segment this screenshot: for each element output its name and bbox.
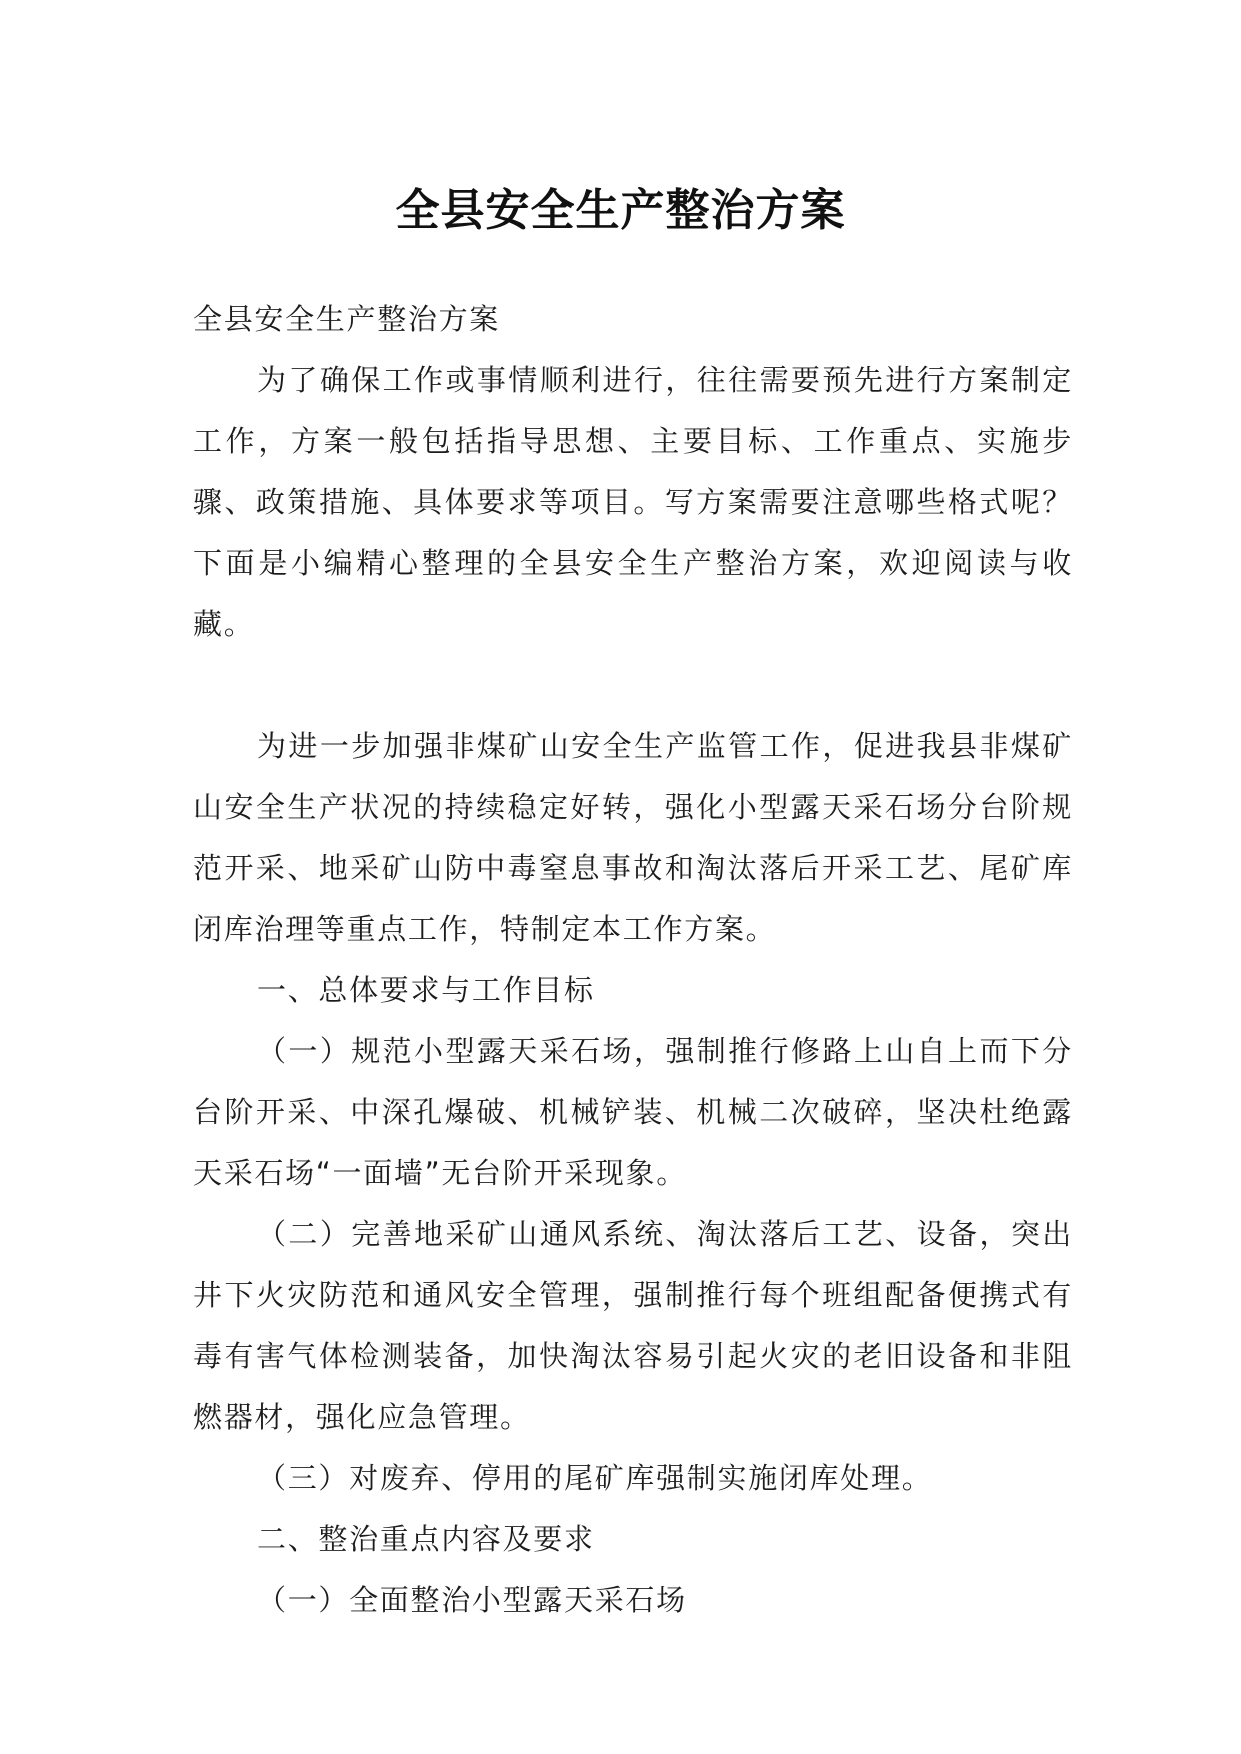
document-body [193, 289, 1073, 1631]
paragraph-item-1-1: （一）规范小型露天采石场，强制推行修路上山自上而下分台阶开采、中深孔爆破、机械铲装、机械二次破碎，坚决杜绝露天采石场“一面墙”无台阶开采现象。 [193, 1034, 1073, 1190]
section-heading-2: 二、整治重点内容及要求 [257, 1522, 595, 1556]
paragraph-purpose: 为进一步加强非煤矿山安全生产监管工作，促进我县非煤矿山安全生产状况的持续稳定好转，强化小型露天采石场分台阶规范开采、地采矿山防中毒窒息事故和淘汰落后开采工艺、尾矿库闭库治理等重点工作，特制定本工作方案。 [193, 729, 1073, 946]
paragraph-item-1-2: （二）完善地采矿山通风系统、淘汰落后工艺、设备，突出井下火灾防范和通风安全管理，强制推行每个班组配备便携式有毒有害气体检测装备，加快淘汰容易引起火灾的老旧设备和非阻燃器材，强化应急管理。 [193, 1217, 1073, 1434]
paragraph-item-1-3: （三）对废弃、停用的尾矿库强制实施闭库处理。 [257, 1461, 933, 1495]
section-heading-1: 一、总体要求与工作目标 [257, 973, 595, 1007]
paragraph-subtitle: 全县安全生产整治方案 [193, 302, 501, 336]
paragraph-item-2-1: （一）全面整治小型露天采石场 [257, 1583, 687, 1617]
paragraph-intro: 为了确保工作或事情顺利进行，往往需要预先进行方案制定工作，方案一般包括指导思想、主要目标、工作重点、实施步骤、政策措施、具体要求等项目。写方案需要注意哪些格式呢？下面是小编精心整理的全县安全生产整治方案，欢迎阅读与收藏。 [193, 363, 1073, 641]
document-title: 全县安全生产整治方案 [395, 185, 846, 237]
